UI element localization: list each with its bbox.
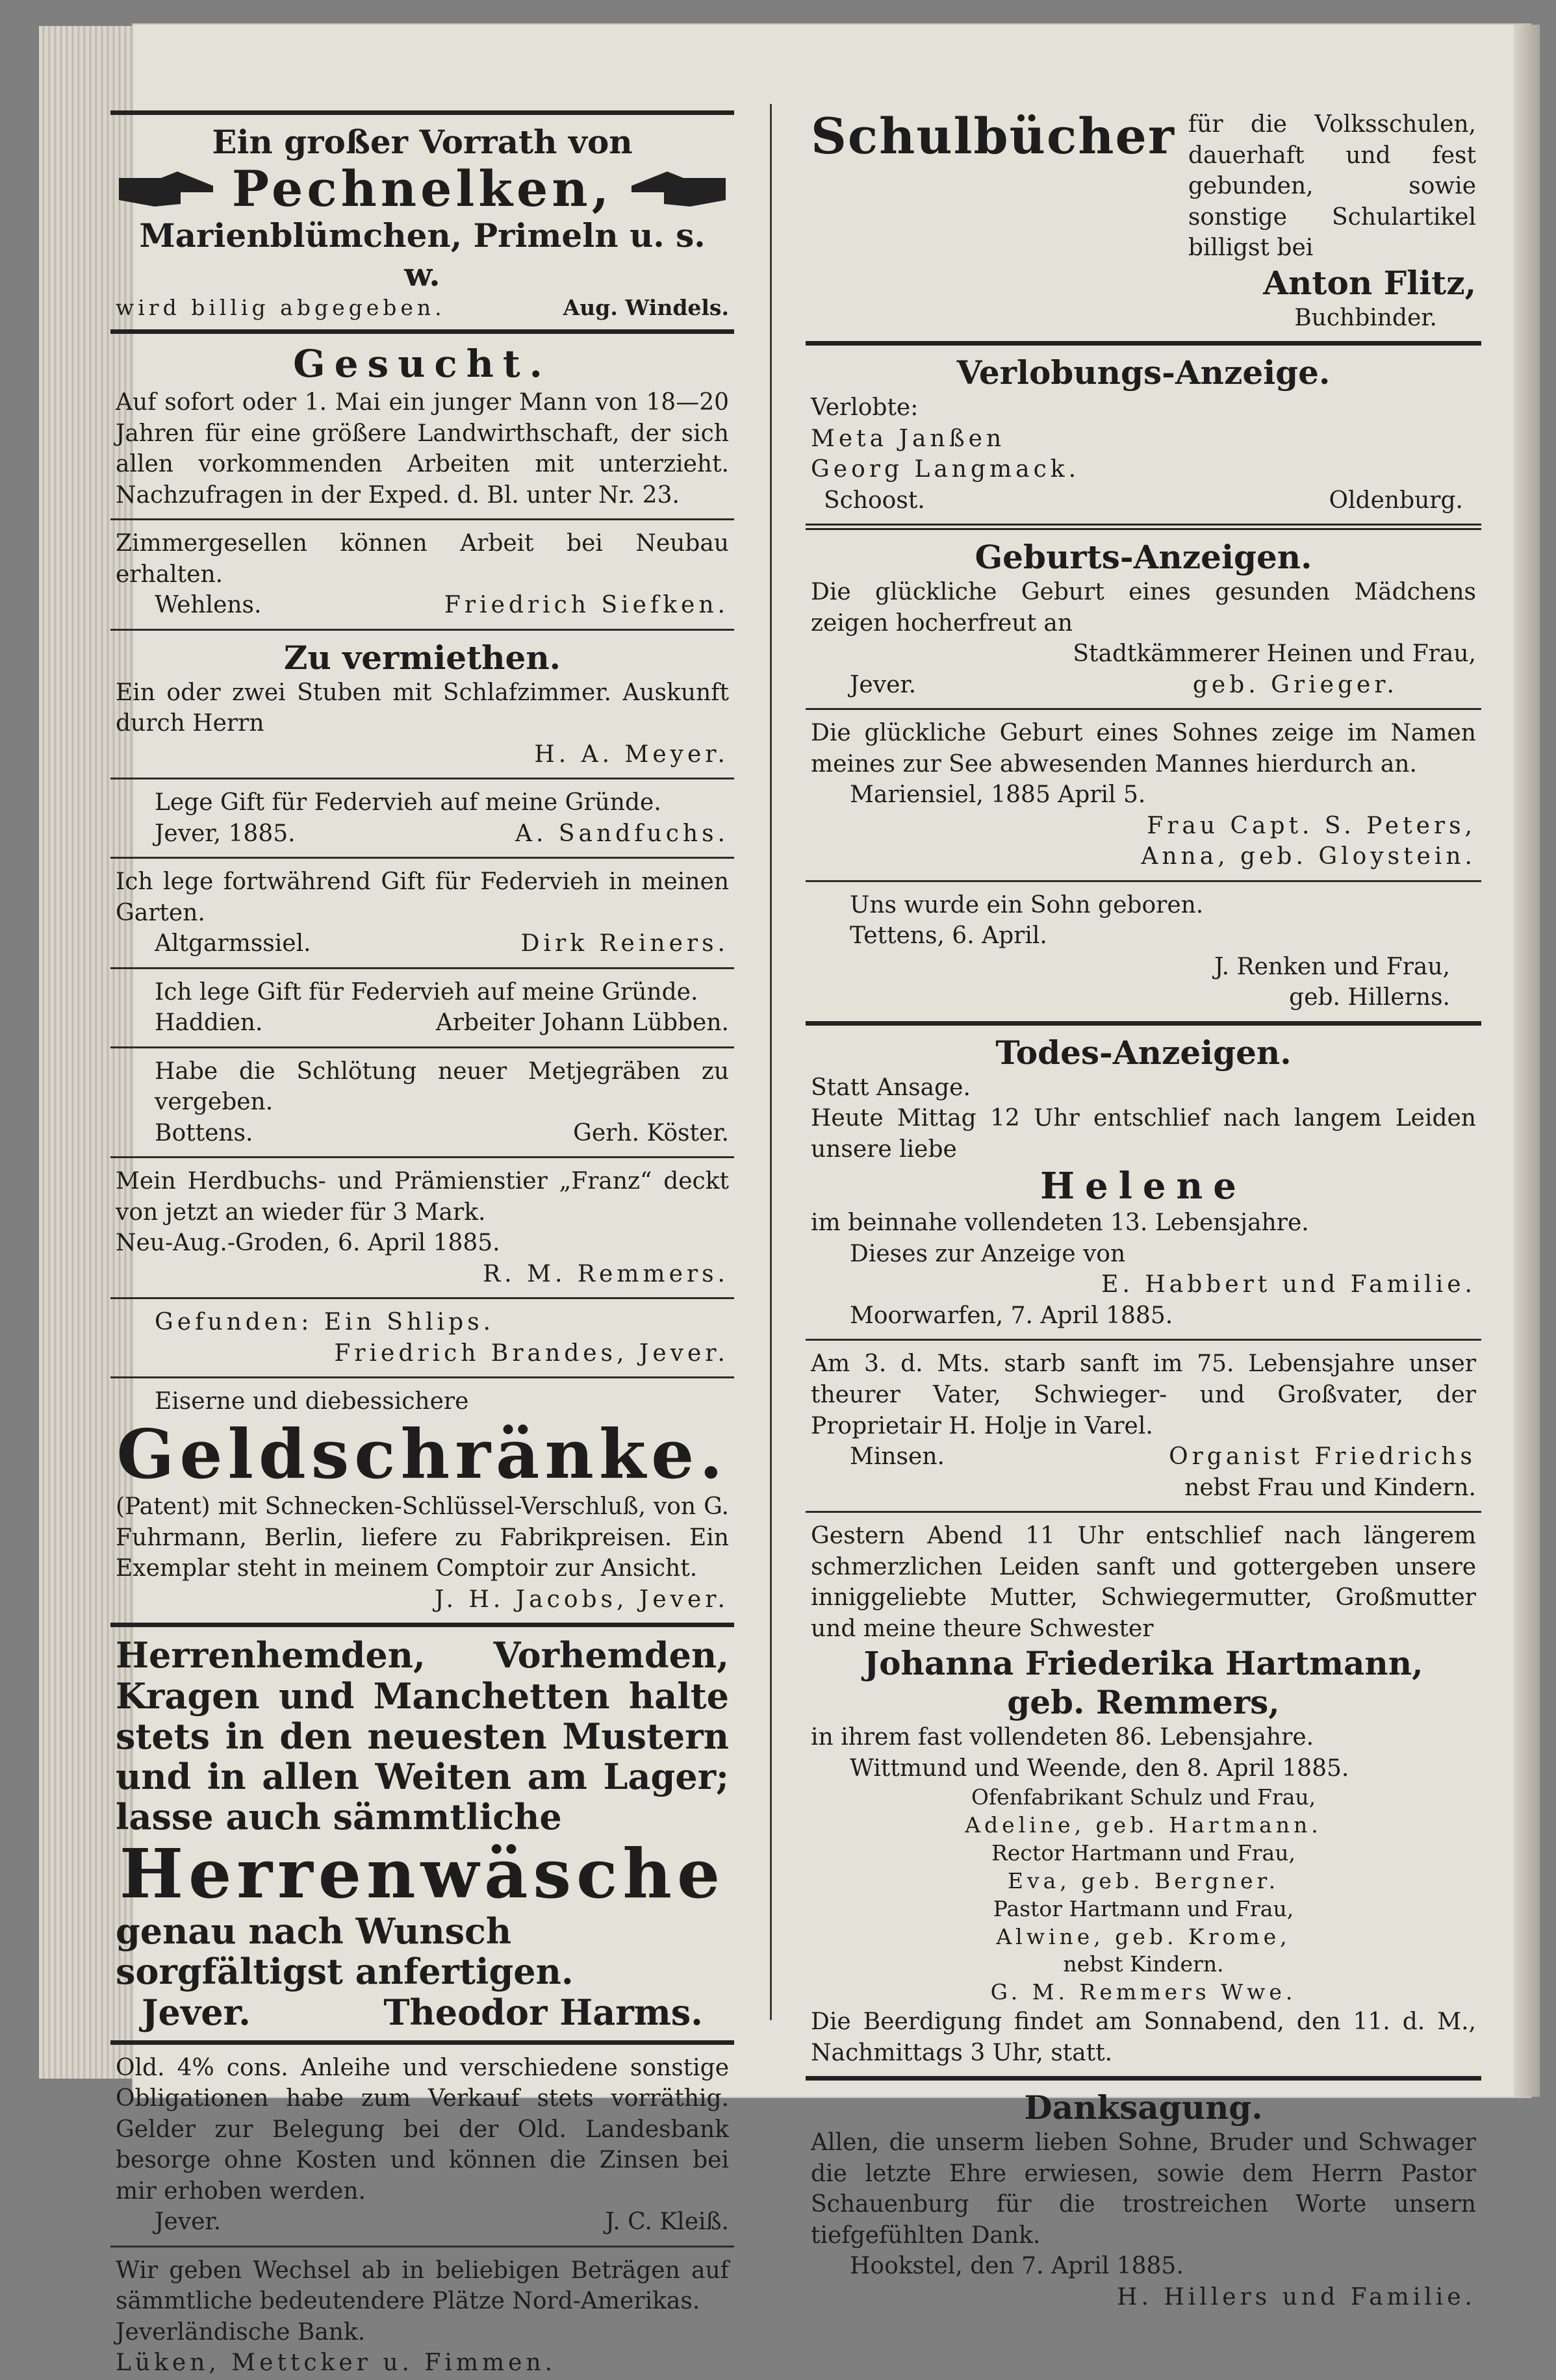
ad-place: Minsen. — [850, 1443, 945, 1471]
rule — [806, 341, 1481, 346]
ad-footer — [811, 485, 1476, 516]
ad-mourner: Rector Hartmann und Frau, — [991, 1840, 1295, 1866]
ad-signature: R. M. Remmers. — [483, 1260, 729, 1287]
ad-geldschraenke — [110, 1385, 734, 1616]
ad-verlobung — [806, 352, 1481, 517]
ad-name: Georg Langmack. — [811, 456, 1080, 483]
ad-text: Old. 4% cons. Anleihe und verschiedene sonstige Obligationen habe zum Verkauf stets vorräthig. Gelder zur Belegung bei der Old. Landesbank besorge ohne Kosten und können die Zinsen bei mir erhoben werden. — [116, 2054, 729, 2205]
ad-title: Herrenwäsche — [119, 1833, 726, 1914]
ad-footer — [116, 590, 729, 621]
ad-text: Die glückliche Geburt eines Sohnes zeige im Namen meines zur See abwesenden Mannes hierdurch an. — [811, 720, 1476, 778]
ad-footer — [116, 2207, 729, 2238]
ad-text: Habe die Schlötung neuer Metjegräben zu vergeben. — [155, 1057, 729, 1116]
ad-mourner: Ofenfabrikant Schulz und Frau, — [971, 1784, 1316, 1810]
ad-text: Gefunden: Ein Shlips. — [155, 1309, 495, 1336]
ad-anleihe — [110, 2051, 734, 2239]
ad-name: geb. Hillerns. — [1289, 984, 1450, 1011]
ad-text: Eiserne und diebessichere — [155, 1388, 469, 1415]
rule — [806, 524, 1481, 530]
rule — [110, 1297, 734, 1299]
column-divider — [770, 104, 772, 2020]
ad-tod-holje — [806, 1347, 1481, 1504]
ad-wechsel — [110, 2254, 734, 2380]
ad-gefunden — [110, 1306, 734, 1370]
ad-signature: Arbeiter Johann Lübben. — [435, 1009, 729, 1037]
ad-signature-sub: Buchbinder. — [1294, 304, 1437, 331]
ad-footer — [116, 818, 729, 850]
ad-signature: Friedrich Siefken. — [444, 592, 729, 619]
ad-text: Dieses zur Anzeige von — [850, 1240, 1126, 1267]
right-column — [806, 104, 1481, 2310]
ad-gift-sandfuchs — [110, 786, 734, 850]
ad-text: Am 3. d. Mts. starb sanft im 75. Lebensjahre unser theurer Vater, Schwieger- und Großvater, der Proprietair H. Holje in Varel. — [811, 1350, 1476, 1439]
rule — [806, 1021, 1481, 1026]
ad-signature: Aug. Windels. — [563, 294, 729, 320]
ad-place: Schoost. — [824, 487, 925, 514]
ad-title: Pechnelken, — [231, 160, 613, 218]
ad-date: Tettens, 6. April. — [850, 922, 1047, 950]
ad-date: Hookstel, den 7. April 1885. — [850, 2253, 1184, 2280]
ad-text: Die glückliche Geburt eines gesunden Mädchens zeigen hocherfreut an — [811, 579, 1476, 637]
ad-text: Heute Mittag 12 Uhr entschlief nach langem Leiden unsere liebe — [811, 1105, 1476, 1163]
ad-text: Mein Herdbuchs- und Prämienstier „Franz“ deckt von jetzt an wieder für 3 Mark. — [116, 1168, 729, 1226]
ad-place: Jever. — [142, 1991, 251, 2033]
ad-gift-luebben — [110, 976, 734, 1040]
ad-header — [811, 109, 1476, 264]
ad-text: Wir geben Wechsel ab in beliebigen Beträgen auf sämmtliche bedeutendere Plätze Nord-Amerikas. — [116, 2257, 729, 2315]
ad-name: J. Renken und Frau, — [1214, 953, 1450, 980]
ad-text: Ich lege Gift für Federvieh auf meine Gründe. — [155, 978, 698, 1006]
rule — [110, 518, 734, 520]
ad-mourner: Eva, geb. Bergner. — [1007, 1867, 1280, 1893]
ad-danksagung — [806, 2087, 1481, 2314]
ad-footer — [811, 1441, 1476, 1473]
ad-title: Verlobungs-Anzeige. — [956, 353, 1331, 392]
ad-pechnelken — [110, 121, 734, 323]
ad-text: Zimmergesellen können Arbeit bei Neubau erhalten. — [116, 530, 729, 588]
ad-text: wird billig abgegeben. — [116, 294, 446, 320]
ad-signature: Lüken, Mettcker u. Fimmen. — [116, 2349, 557, 2377]
ad-text: in ihrem fast vollendeten 86. Lebensjahre. — [811, 1724, 1314, 1751]
ad-title: Zu vermiethen. — [283, 638, 561, 677]
ad-signature: A. Sandfuchs. — [515, 820, 729, 847]
ad-place: Altgarmssiel. — [155, 930, 311, 957]
ad-subtitle: Statt Ansage. — [811, 1074, 971, 1101]
rule — [110, 629, 734, 631]
rule — [110, 1156, 734, 1158]
ad-name-sub: geb. Remmers, — [1007, 1683, 1280, 1722]
rule — [110, 329, 734, 334]
ad-mourner: Alwine, geb. Krome, — [996, 1923, 1291, 1949]
ad-text: Uns wurde ein Sohn geboren. — [850, 891, 1204, 918]
ad-title: Todes-Anzeigen. — [995, 1033, 1292, 1072]
ad-herrenwaesche — [110, 1634, 734, 2033]
ad-place: Wehlens. — [155, 592, 262, 619]
ad-name: Anna, geb. Gloystein. — [1141, 843, 1476, 870]
rule — [110, 857, 734, 859]
ad-name: Helene — [1040, 1165, 1247, 1208]
ad-footer — [116, 1992, 729, 2032]
ad-line: Ein großer Vorrath von — [212, 123, 633, 161]
ad-schulbuecher — [806, 108, 1481, 335]
ad-text: für die Volksschulen, dauerhaft und fest gebunden, sowie sonstige Schulartikel billigst bei — [1188, 111, 1476, 262]
ad-place: Haddien. — [155, 1009, 263, 1037]
ad-text: Ein oder zwei Stuben mit Schlafzimmer. Auskunft durch Herrn — [116, 679, 729, 737]
ad-title: Geburts-Anzeigen. — [975, 538, 1312, 577]
ad-title: Geldschränke. — [116, 1414, 728, 1494]
ad-mourner: Adeline, geb. Hartmann. — [965, 1812, 1322, 1838]
ad-gesucht — [110, 340, 734, 512]
ad-vermiethen — [110, 637, 734, 772]
ad-text: im beinnahe vollendeten 13. Lebensjahre. — [811, 1209, 1309, 1237]
ad-signature: Friedrich Brandes, Jever. — [334, 1339, 729, 1367]
rule — [110, 1623, 734, 1627]
ad-title: Gesucht. — [293, 342, 552, 386]
ad-name: Meta Janßen — [811, 425, 1006, 452]
rule — [806, 2076, 1481, 2081]
ad-signature: Gerh. Köster. — [573, 1119, 729, 1146]
ad-tod-helene — [806, 1032, 1481, 1333]
ad-mourner: Pastor Hartmann und Frau, — [993, 1895, 1294, 1921]
ad-title: Danksagung. — [1024, 2088, 1263, 2127]
rule — [110, 778, 734, 779]
ad-text: Lege Gift für Federvieh auf meine Gründe. — [155, 789, 661, 817]
ad-place: Oldenburg. — [1329, 487, 1463, 514]
ad-place: Jever. — [155, 2209, 222, 2236]
ad-footer — [811, 670, 1476, 701]
ad-text: (Patent) mit Schnecken-Schlüssel-Verschluß, von G. Fuhrmann, Berlin, liefere zu Fabrikpreisen. Ein Exemplar steht in meinem Comptoir zur Ansicht. — [116, 1493, 729, 1582]
rule — [806, 1511, 1481, 1513]
ad-mourner: G. M. Remmers Wwe. — [990, 1979, 1297, 2005]
rule — [806, 708, 1481, 710]
ad-name: nebst Frau und Kindern. — [1184, 1474, 1476, 1501]
ad-name: Frau Capt. S. Peters, — [1147, 812, 1476, 839]
ad-name: Stadtkämmerer Heinen und Frau, — [1073, 640, 1476, 668]
ad-place: Bottens. — [155, 1119, 253, 1146]
ad-text: genau nach Wunsch sorgfältigst anfertigen. — [116, 1910, 574, 1993]
ad-text: Ich lege fortwährend Gift für Federvieh in meinen Garten. — [116, 868, 729, 926]
ad-signature: Jeverländische Bank. — [116, 2318, 366, 2346]
rule — [110, 2040, 734, 2045]
ad-place: Jever. — [850, 671, 917, 698]
pointing-hand-left-icon — [625, 166, 729, 212]
ad-text: Die Beerdigung findet am Sonnabend, den 11. d. M., Nachmittags 3 Uhr, statt. — [811, 2008, 1476, 2066]
ad-place: Jever, 1885. — [155, 820, 296, 847]
ad-date: Mariensiel, 1885 April 5. — [850, 781, 1146, 809]
rule — [110, 967, 734, 969]
ad-signature: E. Habbert und Familie. — [1101, 1271, 1476, 1298]
ad-date: Wittmund und Weende, den 8. April 1885. — [850, 1754, 1349, 1782]
ad-date: Moorwarfen, 7. April 1885. — [850, 1302, 1173, 1329]
ad-line: Marienblümchen, Primeln u. s. w. — [139, 216, 706, 294]
ad-label: Verlobte: — [811, 394, 919, 422]
ad-schloetung — [110, 1055, 734, 1150]
ad-praemienstier — [110, 1165, 734, 1291]
ad-geburt-sohn — [806, 716, 1481, 874]
rule — [110, 1376, 734, 1378]
ad-title: Schulbücher — [811, 107, 1175, 165]
ad-text: Herrenhemden, Vorhemden, Kragen und Manchetten halte stets in den neuesten Mustern und in allen Weiten am Lager; lasse auch sämmtliche — [116, 1634, 729, 1838]
ad-signature: J. C. Kleiß. — [605, 2209, 729, 2236]
pointing-hand-right-icon — [116, 166, 220, 212]
ad-signature: Dirk Reiners. — [520, 930, 729, 957]
rule — [110, 2246, 734, 2247]
ad-footer — [116, 294, 729, 322]
page-curl-shadow — [1514, 25, 1540, 2097]
hand-row — [116, 162, 729, 216]
ad-text: Auf sofort oder 1. Mai ein junger Mann von 18—20 Jahren für eine größere Landwirthschaft, der sich allen vorkommenden Arbeiten mit unterzieht. Nachzufragen in der Exped. d. Bl. unter Nr. 23. — [116, 389, 729, 509]
ad-signature: H. A. Meyer. — [534, 741, 729, 768]
ad-name: Organist Friedrichs — [1169, 1443, 1476, 1471]
ad-gift-reiners — [110, 865, 734, 961]
ad-signature: H. Hillers und Familie. — [1117, 2283, 1476, 2310]
ad-geburt-maedchen — [806, 537, 1481, 702]
rule — [110, 1046, 734, 1048]
ad-place: Neu-Aug.-Groden, 6. April 1885. — [116, 1230, 500, 1257]
rule — [806, 1339, 1481, 1341]
top-rule — [110, 110, 734, 115]
ad-signature: Theodor Harms. — [383, 1991, 703, 2033]
ad-signature: J. H. Jacobs, Jever. — [434, 1586, 729, 1613]
ad-text: Allen, die unserm lieben Sohne, Bruder und Schwager die letzte Ehre erwiesen, sowie dem Herrn Pastor Schauenburg für die trostreichen Worte unsern tiefgefühlten Dank. — [811, 2129, 1476, 2249]
ad-footer — [116, 1118, 729, 1149]
ad-signature: Anton Flitz, — [1263, 263, 1476, 302]
ad-text: Gestern Abend 11 Uhr entschlief nach längerem schmerzlichen Leiden sanft und gottergeben unsere inniggeliebte Mutter, Schwiegermutter, Großmutter und meine theure Schwester — [811, 1523, 1476, 1642]
ad-name: geb. Grieger. — [1192, 671, 1398, 698]
ad-geburt-renken — [806, 889, 1481, 1015]
ad-tod-hartmann — [806, 1519, 1481, 2070]
ad-zimmergesellen — [110, 527, 734, 622]
ad-name: Johanna Friederika Hartmann, — [863, 1644, 1423, 1683]
ad-footer — [116, 1007, 729, 1039]
ad-mourner: nebst Kindern. — [1063, 1951, 1224, 1977]
left-column — [110, 104, 734, 2377]
rule — [806, 880, 1481, 882]
ad-footer — [116, 928, 729, 959]
